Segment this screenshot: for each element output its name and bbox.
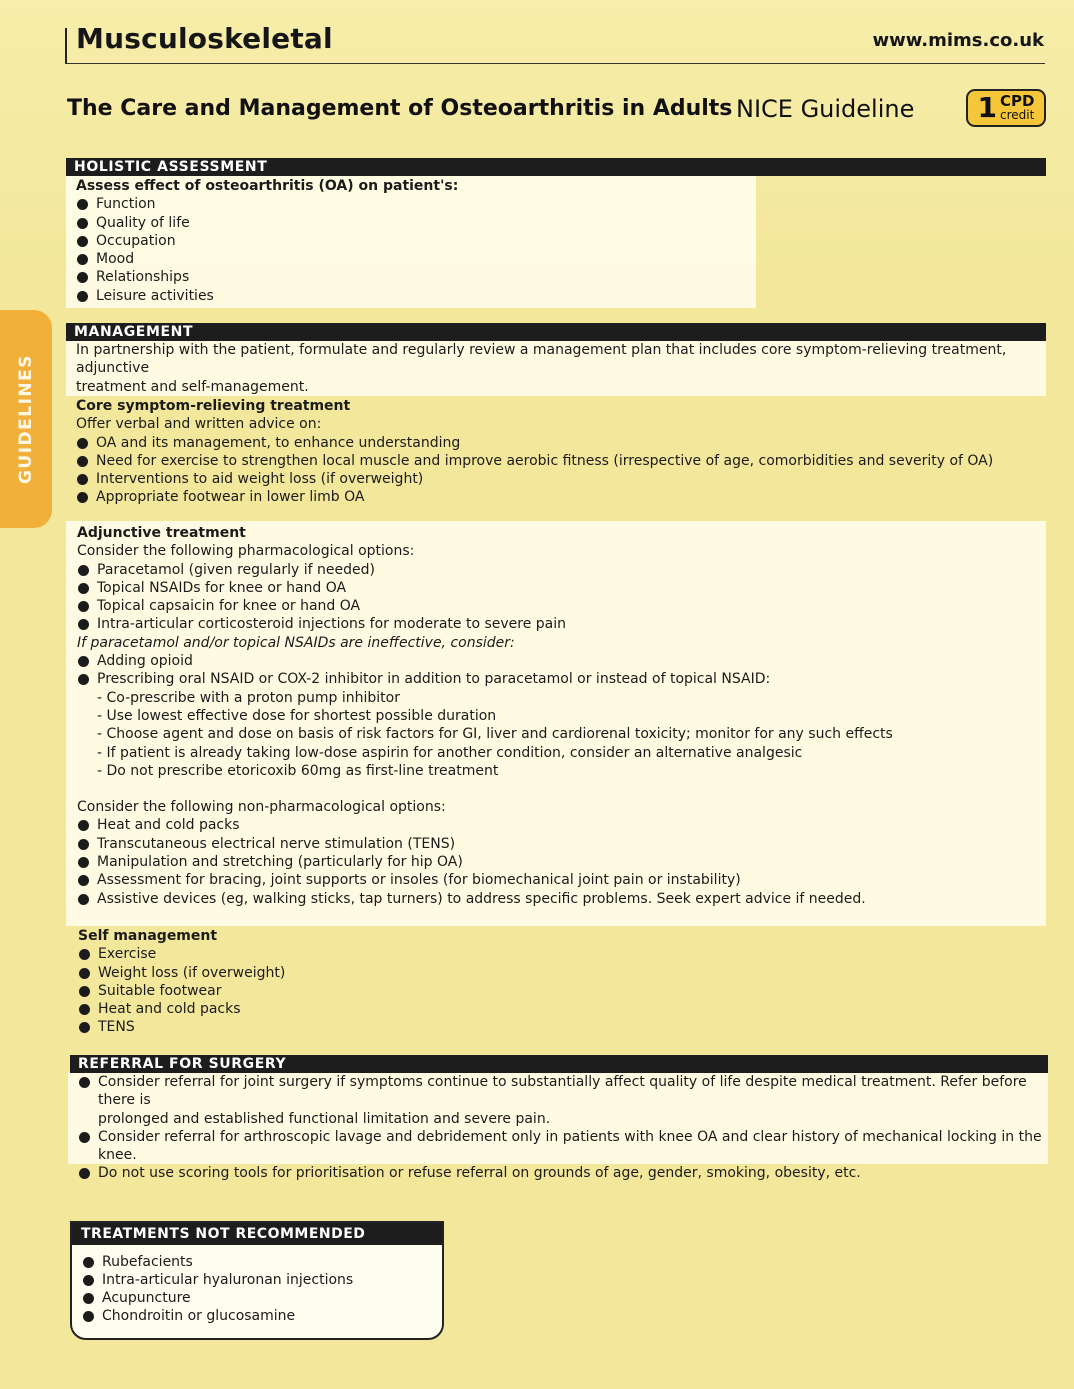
core-treatment-block [76,397,1041,507]
sub-list-item: - Co-prescribe with a proton pump inhibitor [97,689,400,706]
list-item: Intra-articular hyaluronan injections [82,1271,442,1289]
sub-list-item: - Do not prescribe etoricoxib 60mg as first-line treatment [97,762,499,779]
adjunctive-lead: Consider the following pharmacological options: [77,543,415,560]
management-heading: MANAGEMENT [66,323,1046,341]
self-management-block [78,927,578,1037]
list-item: Rubefacients [82,1253,442,1271]
list-item: Need for exercise to strengthen local muscle and improve aerobic fitness (irrespective of age, comorbidities and severity of OA) [76,452,1041,470]
list-item: Prescribing oral NSAID or COX-2 inhibitor in addition to paracetamol or instead of topical NSAID: [77,670,1042,688]
list-item: Chondroitin or glucosamine [82,1307,442,1325]
list-item: Paracetamol (given regularly if needed) [77,561,1042,579]
document-subtitle: NICE Guideline [736,95,915,123]
list-item: Adding opioid [77,652,1042,670]
list-item: Heat and cold packs [77,816,1042,834]
sub-list-item: - Use lowest effective dose for shortest possible duration [97,707,497,724]
cpd-credit-label: credit [1000,108,1035,122]
list-item: Transcutaneous electrical nerve stimulation (TENS) [77,835,1042,853]
list-item: Leisure activities [76,287,756,305]
sub-list-item: - Choose agent and dose on basis of risk factors for GI, liver and cardiorenal toxicity; monitor for any such effects [97,726,893,743]
guidelines-side-tab[interactable] [0,310,52,528]
list-item: Occupation [76,232,756,250]
list-item: Consider referral for arthroscopic lavage and debridement only in patients with knee OA and clear history of mechanical locking in the knee. [78,1128,1043,1165]
list-item: Assistive devices (eg, walking sticks, tap turners) to address specific problems. Seek expert advice if needed. [77,890,1042,908]
list-item: Assessment for bracing, joint supports or insoles (for biomechanical joint pain or instability) [77,871,1042,889]
holistic-heading: HOLISTIC ASSESSMENT [66,158,1046,176]
list-item: Function [76,195,756,213]
referral-heading: REFERRAL FOR SURGERY [70,1055,1048,1073]
list-item: Exercise [78,945,578,963]
list-item: Do not use scoring tools for prioritisation or refuse referral on grounds of age, gender, smoking, obesity, etc. [78,1164,1043,1182]
referral-block [78,1073,1043,1183]
management-intro-line-2: treatment and self-management. [76,378,309,395]
cpd-label: CPD [1000,92,1035,110]
site-url-link[interactable]: www.mims.co.uk [872,30,1044,51]
sub-list-item: - If patient is already taking low-dose aspirin for another condition, consider an alternative analgesic [97,744,803,761]
core-treatment-lead: Offer verbal and written advice on: [76,416,322,433]
list-item: Topical capsaicin for knee or hand OA [77,597,1042,615]
header-left-rule [65,28,67,64]
holistic-block [76,177,756,305]
list-item [78,1073,1043,1128]
list-item: Intra-articular corticosteroid injections for moderate to severe pain [77,615,1042,633]
management-intro-line-1: In partnership with the patient, formulate and regularly review a management plan that includes core symptom-relieving treatment, adjunctive [76,342,1007,377]
adjunctive-heading: Adjunctive treatment [77,525,246,541]
list-item: Heat and cold packs [78,1000,578,1018]
list-item: Appropriate footwear in lower limb OA [76,488,1041,506]
list-item: Weight loss (if overweight) [78,964,578,982]
list-item: Suitable footwear [78,982,578,1000]
section-title: Musculoskeletal [76,22,333,55]
self-management-heading: Self management [78,928,218,944]
management-intro [76,341,1041,396]
nonpharm-lead: Consider the following non-pharmacological options: [77,799,446,816]
core-treatment-heading: Core symptom-relieving treatment [76,398,351,414]
list-item: Quality of life [76,214,756,232]
adjunctive-block [77,524,1042,908]
document-title: The Care and Management of Osteoarthritis in Adults [67,96,733,121]
list-item: TENS [78,1018,578,1036]
list-item: Mood [76,250,756,268]
list-item: Acupuncture [82,1289,442,1307]
cpd-badge [966,89,1046,127]
cpd-number: 1 [977,91,998,124]
spacer [77,780,1042,798]
header-divider [65,63,1045,64]
ineffective-note: If paracetamol and/or topical NSAIDs are ineffective, consider: [77,634,515,651]
list-item: OA and its management, to enhance understanding [76,434,1041,452]
not-recommended-box [70,1221,444,1340]
referral-item-1-line-2: prolonged and established functional limitation and severe pain. [98,1110,551,1127]
holistic-lead: Assess effect of osteoarthritis (OA) on patient's: [76,178,459,194]
side-tab-label: GUIDELINES [16,353,36,485]
referral-item-1-line-1: Consider referral for joint surgery if symptoms continue to substantially affect quality of life despite medical treatment. Refer before there is [98,1074,1027,1109]
not-recommended-list [72,1245,442,1325]
list-item: Manipulation and stretching (particularly for hip OA) [77,853,1042,871]
list-item: Topical NSAIDs for knee or hand OA [77,579,1042,597]
not-recommended-heading: TREATMENTS NOT RECOMMENDED [72,1223,442,1245]
list-item: Interventions to aid weight loss (if overweight) [76,470,1041,488]
list-item: Relationships [76,268,756,286]
